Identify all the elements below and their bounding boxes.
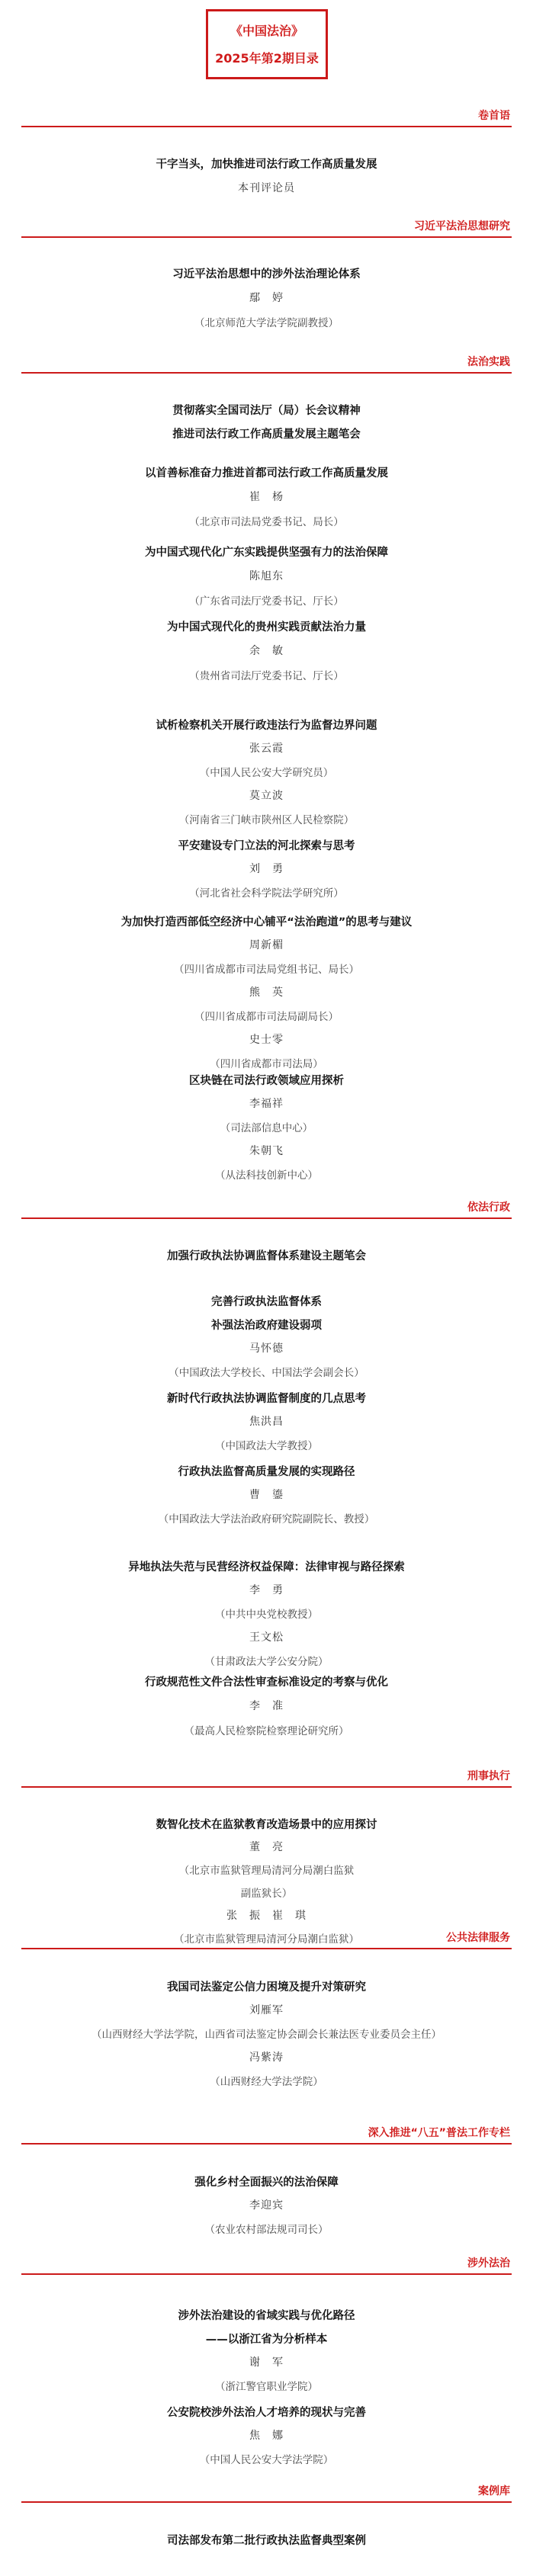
author-affiliation: （北京市监狱管理局清河分局潮白监狱 xyxy=(178,1865,355,1877)
author-affiliation: （河北省社会科学院法学研究所） xyxy=(189,887,344,900)
section-label: 案例库 xyxy=(478,2485,510,2497)
author-name: 陈旭东 xyxy=(249,570,284,582)
author-name: 周新楣 xyxy=(249,939,284,951)
author-name: 马怀德 xyxy=(249,1343,284,1355)
article-title: 贯彻落实全国司法厅（局）长会议精神 xyxy=(172,405,361,417)
author-affiliation: （山西财经大学法学院，山西省司法鉴定协会副会长兼法医专业委员会主任） xyxy=(92,2029,441,2041)
author-name: 崔 杨 xyxy=(249,491,284,503)
author-affiliation: （四川省成都市司法局） xyxy=(210,1058,323,1070)
author-name: 刘雁军 xyxy=(249,2004,284,2016)
section-divider xyxy=(21,2501,512,2503)
article-title: 干字当头，加快推进司法行政工作高质量发展 xyxy=(156,159,377,171)
author-affiliation: （从法科技创新中心） xyxy=(215,1169,318,1182)
section-label: 公共法律服务 xyxy=(446,1932,510,1944)
article-title: 行政规范性文件合法性审查标准设定的考察与优化 xyxy=(145,1676,388,1689)
article-title: 为加快打造西部低空经济中心铺平“法治跑道”的思考与建议 xyxy=(120,916,413,929)
author-affiliation: （中国政法大学教授） xyxy=(215,1440,318,1452)
section-label: 深入推进“八五”普法工作专栏 xyxy=(368,2127,510,2139)
author-name: 王文松 xyxy=(249,1631,284,1644)
author-affiliation: （河南省三门峡市陕州区人民检察院） xyxy=(178,814,355,826)
author-name: 谢 军 xyxy=(249,2356,284,2369)
article-title: 异地执法失范与民营经济权益保障：法律审视与路径探索 xyxy=(128,1561,405,1574)
author-name: 冯紫涛 xyxy=(249,2051,284,2064)
author-affiliation: （中共中央党校教授） xyxy=(215,1609,318,1621)
author-name: 余 敏 xyxy=(249,645,284,657)
section-divider xyxy=(21,126,512,127)
article-title: 强化乡村全面振兴的法治保障 xyxy=(194,2177,339,2189)
author-affiliation: （四川省成都市司法局党组书记、局长） xyxy=(174,964,359,976)
article-title: 新时代行政执法协调监督制度的几点思考 xyxy=(167,1393,366,1405)
section-divider xyxy=(21,2273,512,2275)
author-name: 张云霞 xyxy=(249,743,284,755)
author-affiliation: （中国政法大学校长、中国法学会副会长） xyxy=(169,1367,364,1379)
journal-name: 《中国法治》 xyxy=(230,24,303,38)
article-title: 习近平法治思想中的涉外法治理论体系 xyxy=(172,268,361,281)
author-name: 史士零 xyxy=(249,1034,284,1046)
section-divider xyxy=(21,236,512,238)
author-affiliation: （甘肃政法大学公安分院） xyxy=(204,1656,329,1668)
article-title: 涉外法治建设的省域实践与优化路径 xyxy=(178,2310,355,2322)
author-affiliation: （中国人民公安大学研究员） xyxy=(199,767,334,779)
author-name: 焦 娜 xyxy=(249,2430,284,2442)
section-label: 卷首语 xyxy=(478,110,510,122)
author-name: 焦洪昌 xyxy=(249,1416,284,1428)
author-name: 李 勇 xyxy=(249,1584,284,1596)
author-name: 董 亮 xyxy=(249,1841,284,1853)
article-title: 试析检察机关开展行政违法行为监督边界问题 xyxy=(156,720,377,732)
section-divider xyxy=(21,372,512,374)
article-title: 我国司法鉴定公信力困境及提升对策研究 xyxy=(167,1981,366,1994)
article-title: 为中国式现代化广东实践提供坚强有力的法治保障 xyxy=(145,547,388,559)
author-affiliation: （农业农村部法规司司长） xyxy=(204,2224,329,2236)
issue-title: 2025年第2期目录 xyxy=(215,51,319,66)
author-affiliation: （浙江警官职业学院） xyxy=(215,2381,318,2393)
author-affiliation: （北京师范大学法学院副教授） xyxy=(194,317,339,329)
author-name: 熊 英 xyxy=(249,986,284,999)
section-label: 涉外法治 xyxy=(467,2257,510,2270)
author-name: 朱朝飞 xyxy=(249,1145,284,1157)
article-title: 补强法治政府建设弱项 xyxy=(211,1320,322,1332)
author-name: 曹 鎏 xyxy=(249,1489,284,1501)
author-affiliation: （最高人民检察院检察理论研究所） xyxy=(184,1725,349,1737)
article-title: 平安建设专门立法的河北探索与思考 xyxy=(178,840,355,852)
article-title: 司法部发布第二批行政执法监督典型案例 xyxy=(167,2535,366,2547)
author-affiliation: （广东省司法厅党委书记、厅长） xyxy=(189,595,344,608)
author-affiliation: （北京市司法局党委书记、局长） xyxy=(189,516,344,528)
author-affiliation: （山西财经大学法学院） xyxy=(210,2076,323,2088)
section-divider xyxy=(21,1948,512,1949)
section-label: 依法行政 xyxy=(467,1201,510,1214)
author-name: 鄢 婷 xyxy=(249,292,284,304)
article-title: 公安院校涉外法治人才培养的现状与完善 xyxy=(167,2407,366,2419)
author-name: 本刊评论员 xyxy=(238,182,295,194)
author-name: 李福祥 xyxy=(249,1098,284,1110)
author-name: 李 准 xyxy=(249,1700,284,1712)
section-divider xyxy=(21,1786,512,1788)
article-title: 区块链在司法行政领域应用探析 xyxy=(189,1075,344,1087)
author-name: 刘 勇 xyxy=(249,863,284,875)
author-affiliation: （中国政法大学法治政府研究院副院长、教授） xyxy=(158,1513,375,1525)
section-label: 习近平法治思想研究 xyxy=(414,220,510,233)
section-label: 刑事执行 xyxy=(467,1770,510,1782)
article-title: 数智化技术在监狱教育改造场景中的应用探讨 xyxy=(156,1819,377,1831)
author-affiliation: （北京市监狱管理局清河分局潮白监狱） xyxy=(174,1933,359,1946)
article-title: 加强行政执法协调监督体系建设主题笔会 xyxy=(167,1250,366,1262)
article-title: 推进司法行政工作高质量发展主题笔会 xyxy=(172,428,361,441)
section-divider xyxy=(21,1217,512,1219)
author-affiliation: （四川省成都市司法局副局长） xyxy=(194,1011,339,1023)
article-title: 行政执法监督高质量发展的实现路径 xyxy=(178,1466,355,1478)
article-title: 完善行政执法监督体系 xyxy=(211,1296,322,1308)
article-title: 为中国式现代化的贵州实践贡献法治力量 xyxy=(167,621,366,634)
author-affiliation: （中国人民公安大学法学院） xyxy=(199,2454,334,2466)
author-name: 莫立波 xyxy=(249,790,284,802)
section-label: 法治实践 xyxy=(467,356,510,368)
issue-header xyxy=(206,9,328,79)
article-title: ——以浙江省为分析样本 xyxy=(205,2334,328,2346)
author-name: 李迎宾 xyxy=(249,2199,284,2212)
author-name: 张 振 崔 琪 xyxy=(226,1910,307,1922)
author-affiliation: 副监狱长） xyxy=(240,1888,293,1900)
author-affiliation: （贵州省司法厅党委书记、厅长） xyxy=(189,670,344,682)
section-divider xyxy=(21,2143,512,2145)
author-affiliation: （司法部信息中心） xyxy=(220,1122,313,1134)
article-title: 以首善标准奋力推进首都司法行政工作高质量发展 xyxy=(145,467,388,480)
